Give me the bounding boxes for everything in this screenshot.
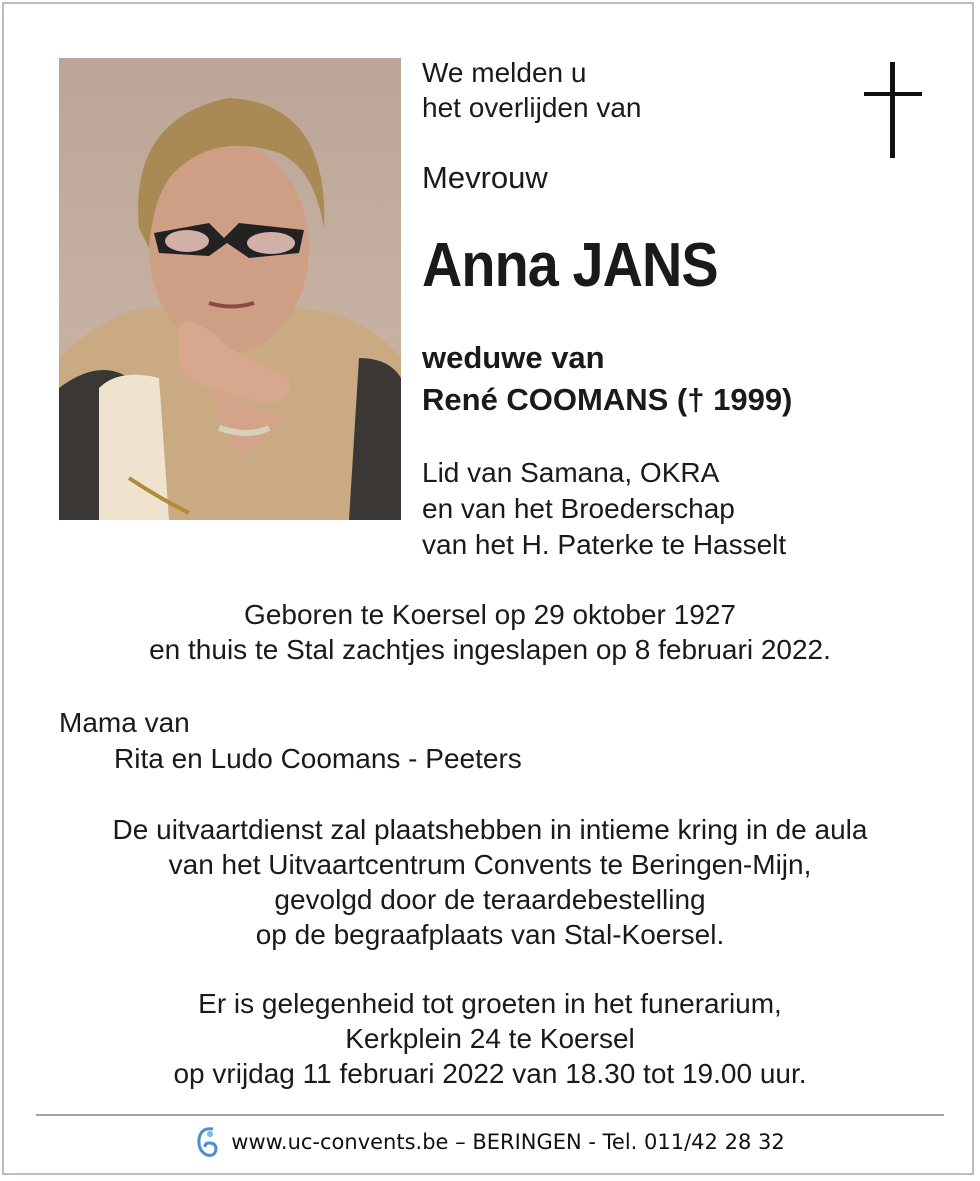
visitation-line: op vrijdag 11 februari 2022 van 18.30 tot 19.00 uur. xyxy=(173,1058,807,1089)
cross-icon xyxy=(864,62,922,158)
service-line: De uitvaartdienst zal plaatshebben in intieme kring in de aula xyxy=(112,814,868,845)
footer-divider xyxy=(36,1114,944,1116)
membership-line: Lid van Samana, OKRA xyxy=(422,457,720,488)
uc-convents-logo-icon xyxy=(195,1125,219,1159)
spouse-name: René COOMANS († 1999) xyxy=(422,382,793,417)
footer xyxy=(0,1124,980,1160)
membership-line: van het H. Paterke te Hasselt xyxy=(422,529,787,560)
mama-label: Mama van xyxy=(59,707,190,738)
footer-contact: www.uc-convents.be – BERINGEN - Tel. 011/42 28 32 xyxy=(231,1130,785,1154)
funeral-service-info xyxy=(0,812,980,952)
membership-line: en van het Broederschap xyxy=(422,493,735,524)
widow-label: weduwe van xyxy=(422,340,605,375)
announcement-intro xyxy=(422,55,641,125)
family-info xyxy=(59,705,522,777)
birth-death-info xyxy=(0,597,980,667)
visitation-line: Er is gelegenheid tot groeten in het funerarium, xyxy=(198,988,782,1019)
visitation-line: Kerkplein 24 te Koersel xyxy=(345,1023,635,1054)
service-line: gevolgd door de teraardebestelling xyxy=(274,884,706,915)
portrait-photo xyxy=(59,58,401,520)
portrait-illustration xyxy=(59,58,401,520)
children-names: Rita en Ludo Coomans - Peeters xyxy=(114,743,522,774)
service-line: van het Uitvaartcentrum Convents te Beringen-Mijn, xyxy=(168,849,812,880)
service-line: op de begraafplaats van Stal-Koersel. xyxy=(255,919,725,950)
intro-line-1: We melden u xyxy=(422,57,587,88)
membership-info xyxy=(422,455,786,563)
honorific-title: Mevrouw xyxy=(422,160,548,195)
born-line: Geboren te Koersel op 29 oktober 1927 xyxy=(244,599,736,630)
widow-of xyxy=(422,337,792,421)
died-line: en thuis te Stal zachtjes ingeslapen op 8 februari 2022. xyxy=(149,634,831,665)
deceased-name: Anna JANS xyxy=(422,231,718,300)
intro-line-2: het overlijden van xyxy=(422,92,642,123)
visitation-info xyxy=(0,986,980,1091)
